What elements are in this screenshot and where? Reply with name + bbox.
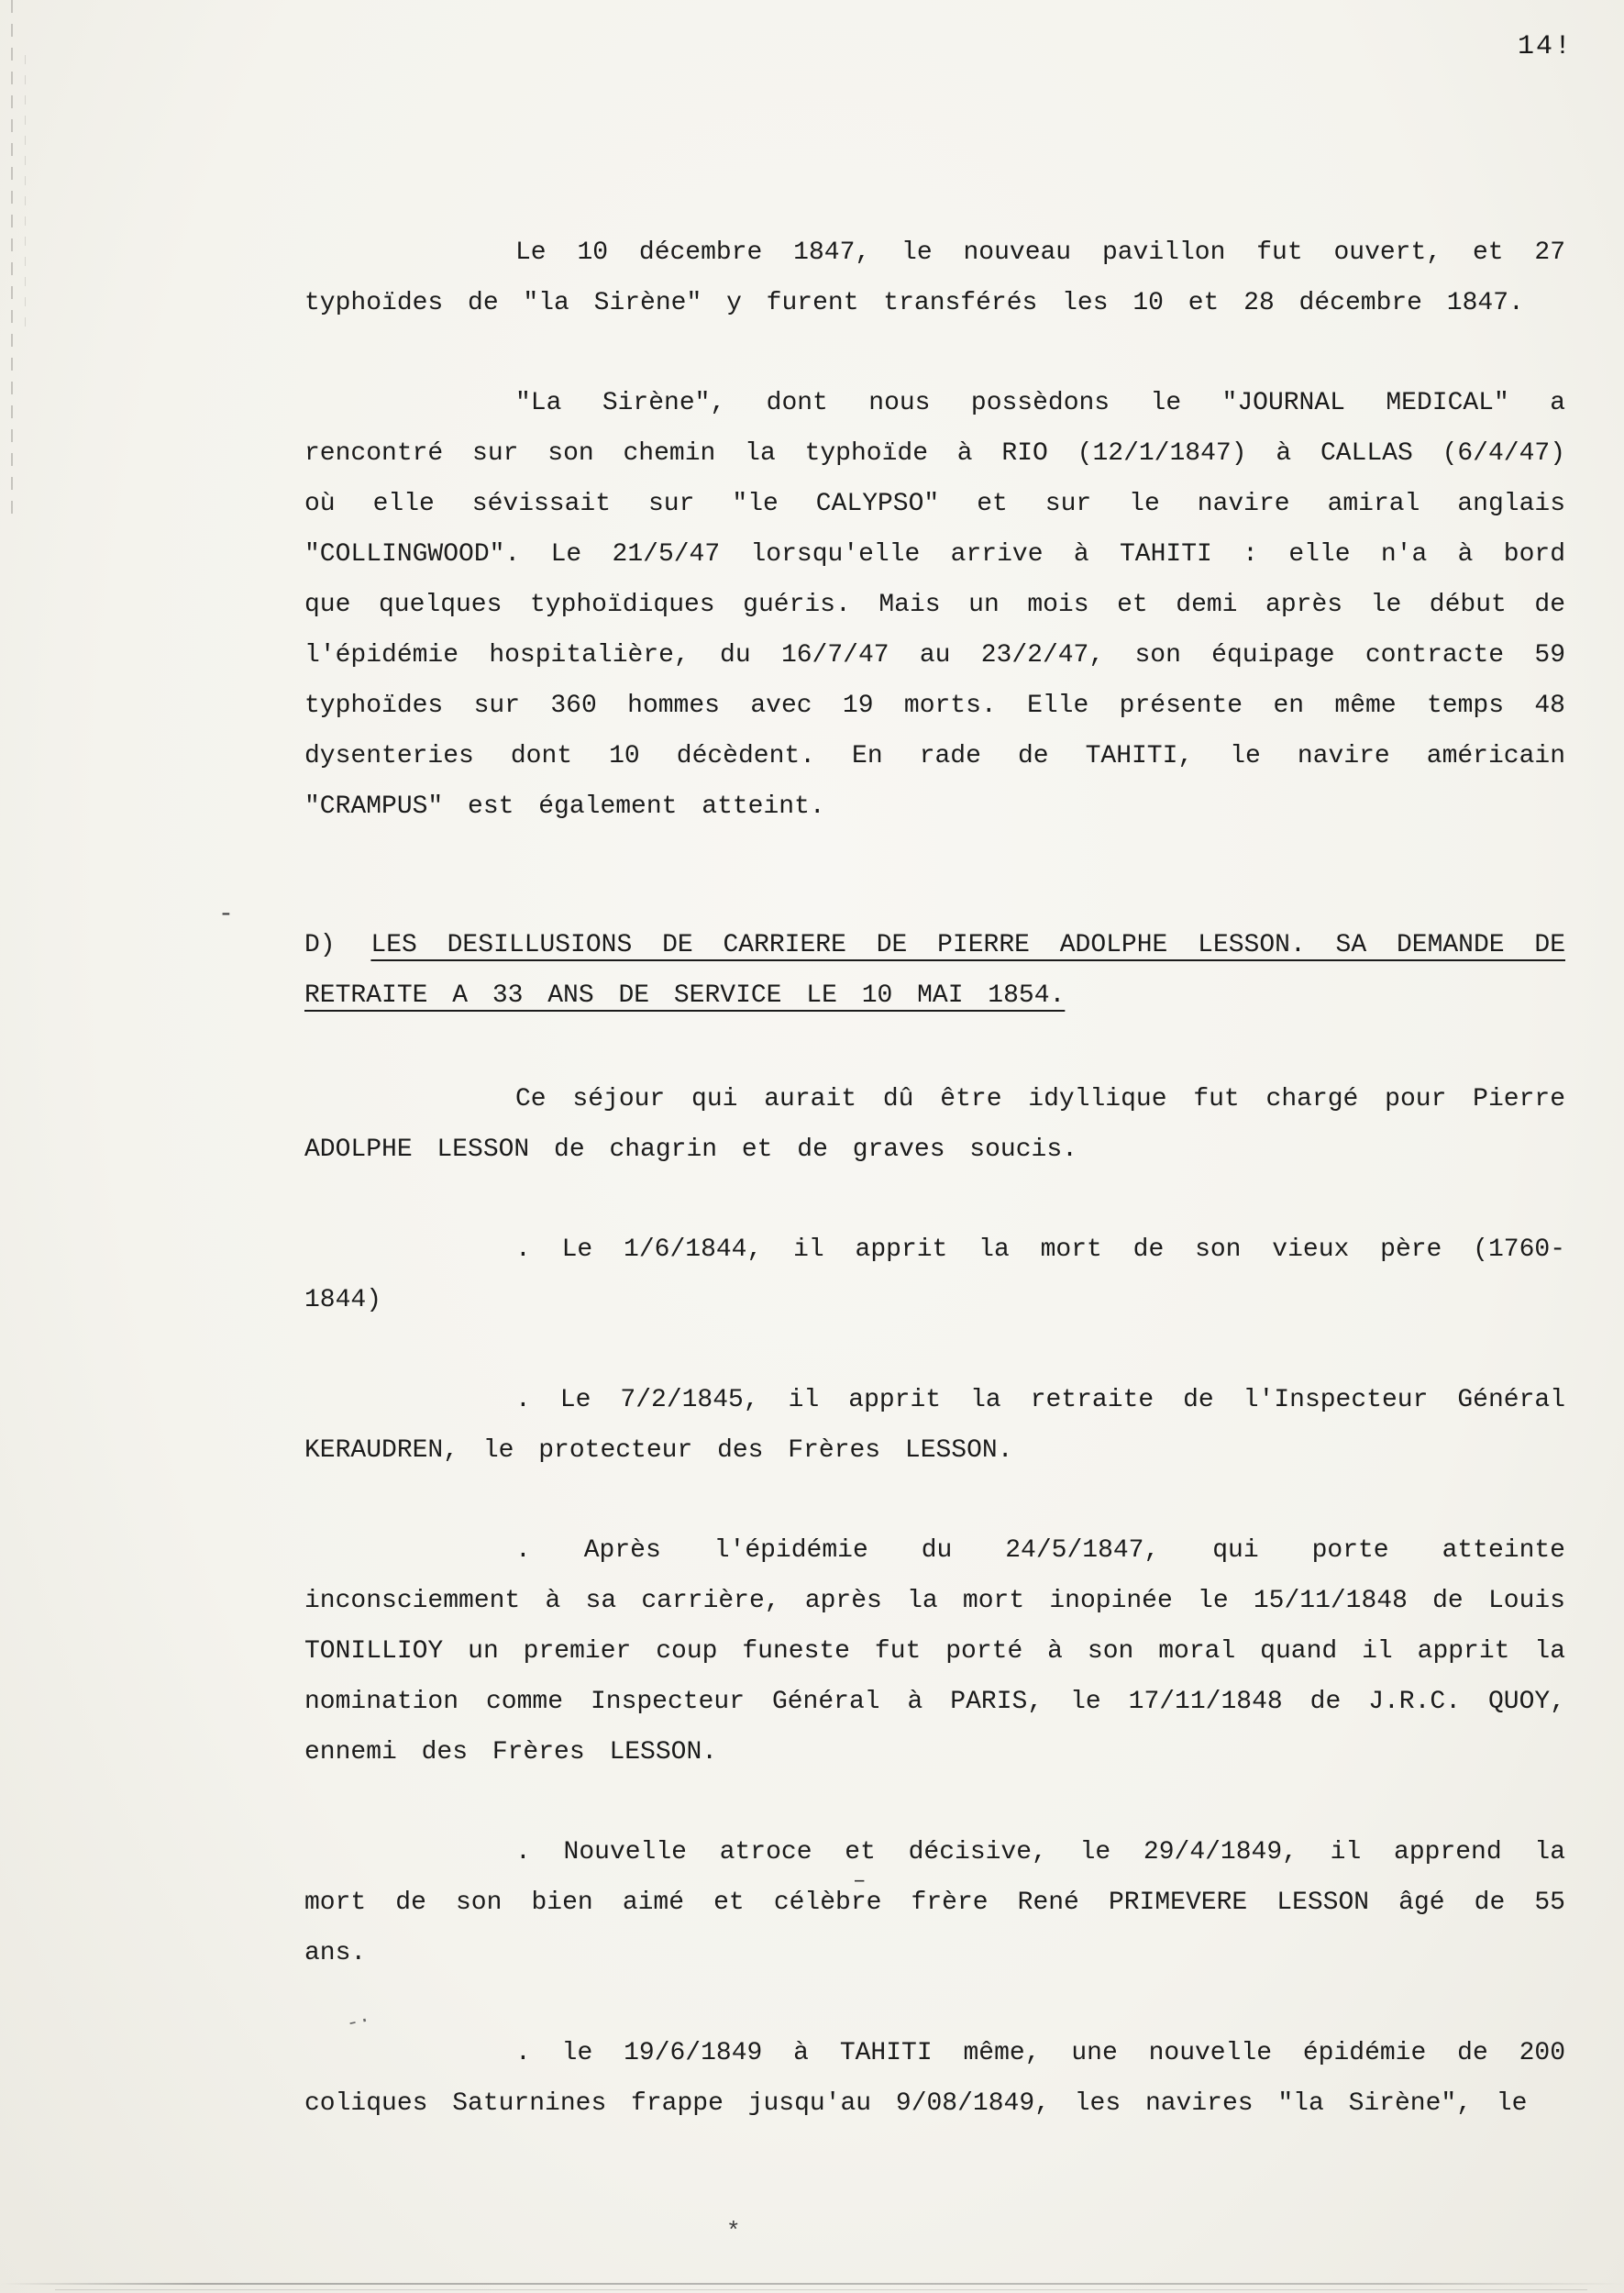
list-item-keraudren-retirement: . Le 7/2/1845, il apprit la retraite de l'Inspecteur Général KERAUDREN, le protecteur des Frères LESSON. — [304, 1386, 1565, 1465]
scan-artifact-left-line-2 — [25, 55, 26, 330]
scan-artifact-bottom-line-2 — [55, 2289, 1587, 2290]
section-heading-d — [304, 920, 1565, 1021]
page-number: 14! — [1517, 31, 1573, 62]
section-heading-line2: RETRAITE A 33 ANS DE SERVICE LE 10 MAI 1854. — [304, 981, 1066, 1010]
scan-artifact-corner-marks: -· — [344, 2008, 373, 2036]
document-content — [304, 227, 1565, 2178]
section-heading-line2-wrap — [304, 970, 1565, 1021]
list-item-death-of-father: . Le 1/6/1844, il apprit la mort de son vieux père (1760-1844) — [304, 1235, 1565, 1314]
paragraph-sejour-idyllique: Ce séjour qui aurait dû être idyllique fut chargé pour Pierre ADOLPHE LESSON de chagrin et de graves soucis. — [304, 1085, 1565, 1164]
paragraph-pavilion-opening: Le 10 décembre 1847, le nouveau pavillon fut ouvert, et 27 typhoïdes de "la Sirène" y furent transférés les 10 et 28 décembre 1847. — [304, 238, 1565, 317]
paragraph-sirene-journal-medical: "La Sirène", dont nous possèdons le "JOURNAL MEDICAL" a rencontré sur son chemin la typhoïde à RIO (12/1/1847) à CALLAS (6/4/47) où elle sévissait sur "le CALYPSO" et sur le navire amiral anglais "COLLINGWOOD". Le 21/5/47 lorsqu'elle arrive à TAHITI : elle n'a à bord que quelques typhoïdiques guéris. Mais un mois et demi après le début de l'épidémie hospitalière, du 16/7/47 au 23/2/47, son équipage contracte 59 typhoïdes sur 360 hommes avec 19 morts. Elle présente en même temps 48 dysenteries dont 10 décèdent. En rade de TAHITI, le navire américain "CRAMPUS" est également atteint. — [304, 389, 1565, 821]
scan-artifact-inline-dash: – — [853, 1869, 867, 1894]
list-item-quoy-nomination: . Après l'épidémie du 24/5/1847, qui porte atteinte inconsciemment à sa carrière, après la mort inopinée le 15/11/1848 de Louis TONILLIOY un premier coup funeste fut porté à son moral quand il apprit la nomination comme Inspecteur Général à PARIS, le 17/11/1848 de J.R.C. QUOY, ennemi des Frères LESSON. — [304, 1536, 1565, 1767]
scan-artifact-footer-mark: * — [726, 2218, 741, 2245]
section-heading-line1-wrap — [304, 920, 1565, 970]
list-item-brother-death: . Nouvelle atroce et décisive, le 29/4/1849, il apprend la mort de son bien aimé et célèbre frère René PRIMEVERE LESSON âgé de 55 ans. — [304, 1838, 1565, 1967]
section-heading-line1: LES DESILLUSIONS DE CARRIERE DE PIERRE ADOLPHE LESSON. SA DEMANDE DE — [370, 931, 1565, 959]
scan-artifact-margin-dash: - — [218, 901, 234, 929]
list-item-tahiti-epidemic-1849: . le 19/6/1849 à TAHITI même, une nouvelle épidémie de 200 coliques Saturnines frappe jusqu'au 9/08/1849, les navires "la Sirène", le — [304, 2039, 1565, 2118]
section-letter: D) — [304, 931, 336, 959]
scan-artifact-left-line — [11, 0, 13, 514]
scan-artifact-bottom-line — [0, 2283, 1624, 2285]
